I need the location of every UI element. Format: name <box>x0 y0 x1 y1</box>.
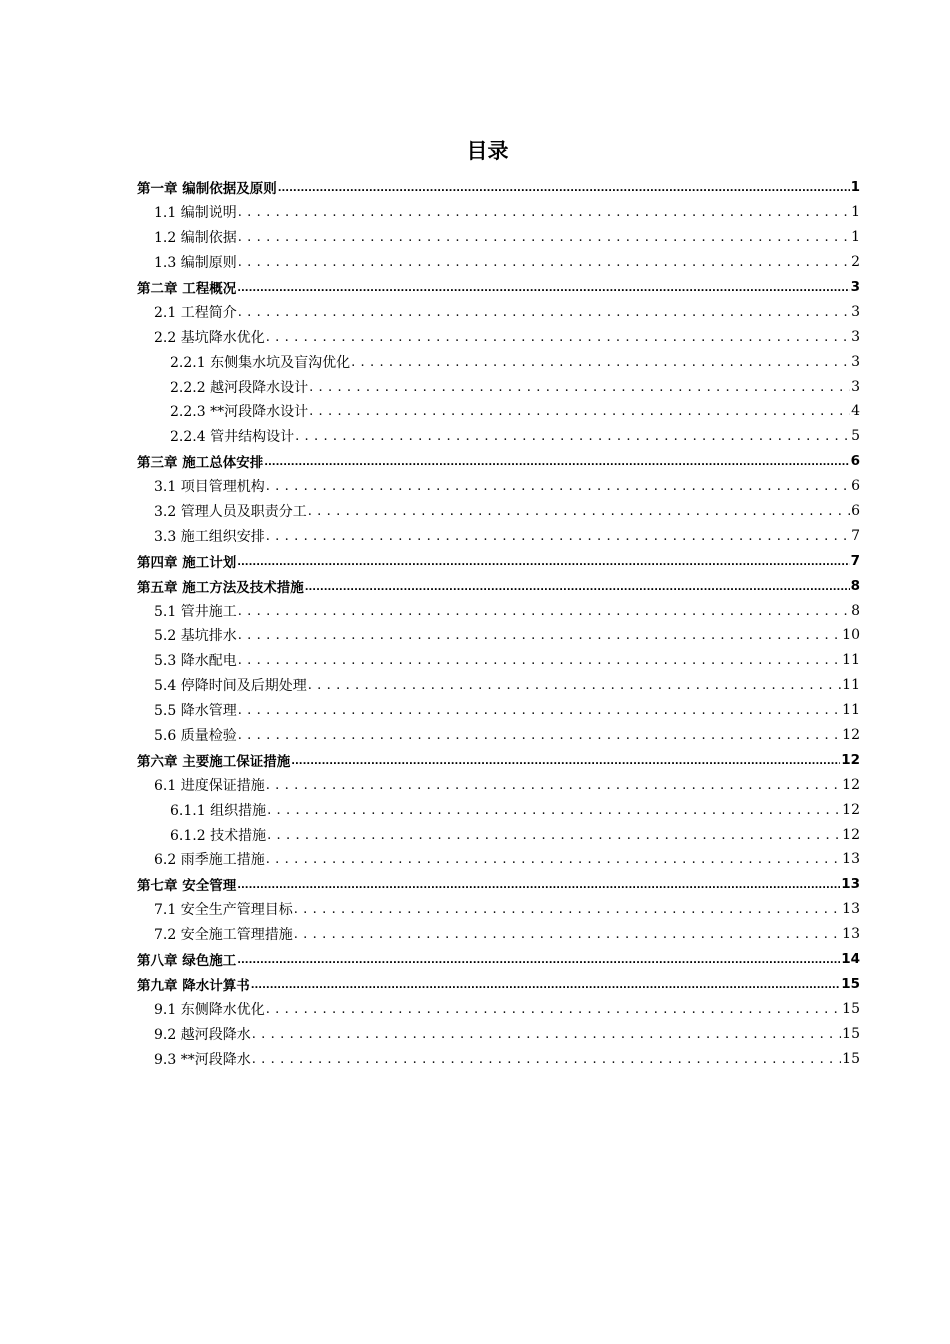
toc-entry-label: 5.1 管井施工 <box>154 603 237 620</box>
toc-entry-label: 2.2.4 管井结构设计 <box>170 429 295 446</box>
toc-dot-leader <box>238 627 841 643</box>
toc-entry-label: 6.1.2 技术措施 <box>170 827 267 844</box>
toc-section-entry[interactable] <box>137 499 860 524</box>
toc-page-number: 15 <box>842 1025 860 1042</box>
toc-page-number: 1 <box>850 179 860 196</box>
toc-page-number: 14 <box>841 951 860 968</box>
toc-dot-leader <box>237 553 849 569</box>
toc-entry-label: 7.2 安全施工管理措施 <box>154 927 293 944</box>
toc-dot-leader <box>238 204 850 220</box>
toc-dot-leader <box>266 478 850 494</box>
toc-entry-label: 9.3 **河段降水 <box>154 1051 251 1068</box>
toc-dot-leader <box>278 179 850 195</box>
toc-dot-leader <box>237 876 840 892</box>
toc-entry-label: 第五章 施工方法及技术措施 <box>137 579 304 596</box>
toc-page-number: 11 <box>842 702 860 719</box>
toc-entry-label: 2.2.1 东侧集水坑及盲沟优化 <box>170 354 351 371</box>
toc-dot-leader <box>238 254 850 270</box>
toc-page-number: 3 <box>851 378 860 395</box>
toc-chapter-entry[interactable] <box>137 872 860 897</box>
toc-dot-leader <box>238 304 850 320</box>
toc-section-entry[interactable] <box>137 698 860 723</box>
toc-page-number: 8 <box>850 577 860 594</box>
toc-dot-leader <box>309 403 850 419</box>
toc-entry-label: 1.1 编制说明 <box>154 205 237 222</box>
toc-entry-label: 2.2.2 越河段降水设计 <box>170 379 309 396</box>
toc-dot-leader <box>294 901 841 917</box>
toc-page-number: 12 <box>841 751 860 768</box>
toc-page-number: 12 <box>842 826 860 843</box>
toc-entry-label: 1.2 编制依据 <box>154 230 237 247</box>
toc-dot-leader <box>237 279 849 295</box>
toc-section-entry[interactable] <box>137 349 860 374</box>
toc-chapter-entry[interactable] <box>137 449 860 474</box>
toc-page-number: 6 <box>851 478 860 495</box>
toc-page-number: 3 <box>850 279 860 295</box>
toc-dot-leader <box>295 428 850 444</box>
toc-section-entry[interactable] <box>137 897 860 922</box>
toc-entry-label: 第二章 工程概况 <box>137 281 237 297</box>
toc-page-number: 11 <box>842 652 860 669</box>
toc-chapter-entry[interactable] <box>137 747 860 772</box>
toc-page-number: 1 <box>851 204 860 221</box>
toc-dot-leader <box>266 528 850 544</box>
toc-entry-label: 第三章 施工总体安排 <box>137 455 264 472</box>
toc-entry-label: 第六章 主要施工保证措施 <box>137 753 291 770</box>
toc-dot-leader <box>266 851 841 867</box>
toc-section-entry[interactable] <box>137 225 860 250</box>
toc-entry-label: 2.1 工程简介 <box>154 304 237 321</box>
toc-dot-leader <box>305 578 850 594</box>
toc-page-number: 7 <box>851 527 860 544</box>
toc-entry-label: 2.2.3 **河段降水设计 <box>170 404 309 421</box>
toc-dot-leader <box>294 926 841 942</box>
toc-page-number: 13 <box>842 851 860 868</box>
toc-section-entry[interactable] <box>137 623 860 648</box>
toc-entry-label: 3.2 管理人员及职责分工 <box>154 504 307 521</box>
toc-page-number: 15 <box>841 975 860 992</box>
toc-dot-leader <box>291 752 840 768</box>
toc-entry-label: 6.1 进度保证措施 <box>154 777 265 794</box>
toc-entry-label: 6.2 雨季施工措施 <box>154 852 265 869</box>
toc-dot-leader <box>266 1001 841 1017</box>
toc-chapter-entry[interactable] <box>137 573 860 598</box>
toc-page-number: 15 <box>842 1050 860 1067</box>
toc-page-number: 1 <box>851 229 860 246</box>
toc-page-number: 3 <box>851 328 860 345</box>
toc-section-entry[interactable] <box>137 399 860 424</box>
toc-page-number: 12 <box>842 776 860 793</box>
toc-page-number: 6 <box>851 503 860 520</box>
toc-entry-label: 第七章 安全管理 <box>137 878 237 895</box>
toc-page-number: 8 <box>851 602 860 619</box>
toc-page-number: 12 <box>842 727 860 744</box>
toc-section-entry[interactable] <box>137 1046 860 1071</box>
toc-entry-label: 5.2 基坑排水 <box>154 628 237 645</box>
toc-page-number: 13 <box>842 901 860 918</box>
toc-dot-leader <box>309 379 850 395</box>
toc-entry-label: 5.6 质量检验 <box>154 728 237 745</box>
toc-page-number: 12 <box>842 801 860 818</box>
toc-chapter-entry[interactable] <box>137 548 860 573</box>
toc-page-number: 13 <box>841 876 860 893</box>
toc-entry-label: 2.2 基坑降水优化 <box>154 329 265 346</box>
toc-section-entry[interactable] <box>137 648 860 673</box>
toc-page-number: 3 <box>851 353 860 370</box>
toc-section-entry[interactable] <box>137 250 860 275</box>
toc-dot-leader <box>238 727 841 743</box>
toc-dot-leader <box>308 503 850 519</box>
toc-section-entry[interactable] <box>137 822 860 847</box>
toc-chapter-entry[interactable] <box>137 972 860 997</box>
toc-entry-label: 3.1 项目管理机构 <box>154 479 265 496</box>
toc-entry-label: 1.3 编制原则 <box>154 255 237 272</box>
toc-page-number: 6 <box>850 453 860 470</box>
toc-dot-leader <box>251 976 841 992</box>
toc-page-number: 7 <box>850 552 860 569</box>
toc-section-entry[interactable] <box>137 374 860 399</box>
toc-dot-leader <box>266 777 841 793</box>
toc-dot-leader <box>238 603 850 619</box>
toc-page-number: 11 <box>842 677 860 694</box>
toc-chapter-entry[interactable] <box>137 947 860 972</box>
toc-page-number: 2 <box>851 254 860 271</box>
toc-dot-leader <box>267 827 841 843</box>
toc-dot-leader <box>238 229 850 245</box>
toc-section-entry[interactable] <box>137 922 860 947</box>
toc-section-entry[interactable] <box>137 673 860 698</box>
toc-dot-leader <box>266 329 850 345</box>
toc-entry-label: 3.3 施工组织安排 <box>154 528 265 545</box>
toc-section-entry[interactable] <box>137 723 860 748</box>
toc-section-entry[interactable] <box>137 996 860 1021</box>
toc-dot-leader <box>252 1026 841 1042</box>
toc-section-entry[interactable] <box>137 772 860 797</box>
toc-entry-label: 第四章 施工计划 <box>137 554 237 571</box>
toc-page-number: 5 <box>851 428 860 445</box>
toc-dot-leader <box>238 652 841 668</box>
toc-page-number: 3 <box>851 303 860 320</box>
toc-dot-leader <box>252 1051 841 1067</box>
toc-entry-label: 9.2 越河段降水 <box>154 1026 251 1043</box>
toc-dot-leader <box>351 354 850 370</box>
toc-dot-leader <box>267 802 841 818</box>
toc-entry-label: 5.3 降水配电 <box>154 653 237 670</box>
toc-page-number: 15 <box>842 1000 860 1017</box>
toc-dot-leader <box>264 453 849 469</box>
toc-page-number: 10 <box>842 627 860 644</box>
toc-chapter-entry[interactable] <box>137 275 860 300</box>
toc-section-entry[interactable] <box>137 1021 860 1046</box>
toc-section-entry[interactable] <box>137 474 860 499</box>
toc-section-entry[interactable] <box>137 324 860 349</box>
toc-section-entry[interactable] <box>137 797 860 822</box>
toc-section-entry[interactable] <box>137 598 860 623</box>
toc-entry-label: 6.1.1 组织措施 <box>170 802 267 819</box>
toc-chapter-entry[interactable] <box>137 175 860 200</box>
toc-entry-label: 第一章 编制依据及原则 <box>137 181 277 198</box>
toc-entry-label: 第八章 绿色施工 <box>137 953 237 970</box>
toc-section-entry[interactable] <box>137 299 860 324</box>
toc-dot-leader <box>308 677 841 693</box>
toc-section-entry[interactable] <box>137 424 860 449</box>
toc-section-entry[interactable] <box>137 200 860 225</box>
toc-dot-leader <box>238 702 841 718</box>
toc-page-number: 13 <box>842 926 860 943</box>
toc-page-number: 4 <box>851 403 860 420</box>
toc-entry-label: 第九章 降水计算书 <box>137 977 250 994</box>
toc-entry-label: 5.5 降水管理 <box>154 703 237 720</box>
toc-dot-leader <box>237 951 840 967</box>
table-of-contents <box>137 175 860 1071</box>
toc-entry-label: 5.4 停降时间及后期处理 <box>154 678 307 695</box>
toc-section-entry[interactable] <box>137 523 860 548</box>
page-title: 目录 <box>466 139 509 163</box>
toc-section-entry[interactable] <box>137 847 860 872</box>
toc-entry-label: 7.1 安全生产管理目标 <box>154 902 293 919</box>
toc-entry-label: 9.1 东侧降水优化 <box>154 1001 265 1018</box>
